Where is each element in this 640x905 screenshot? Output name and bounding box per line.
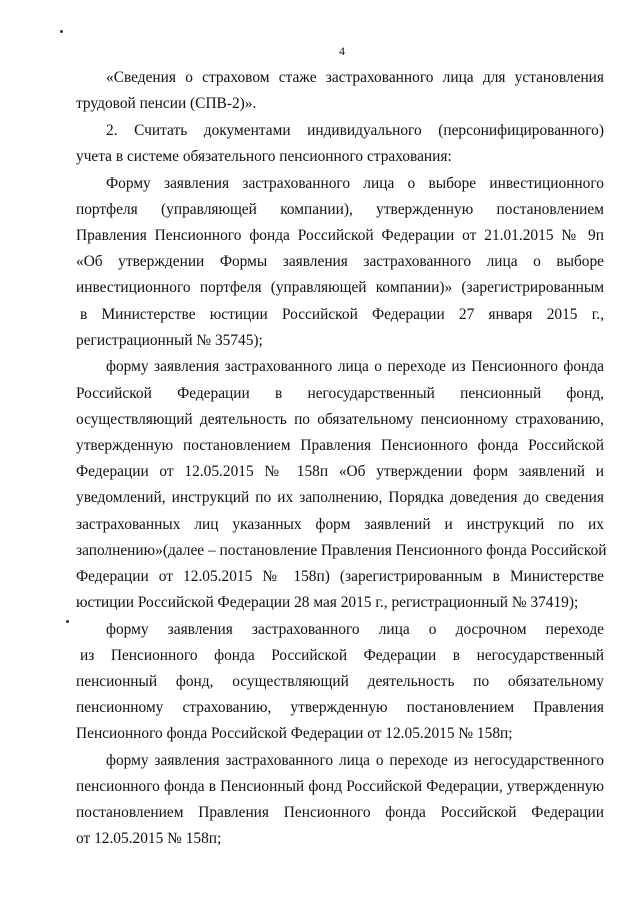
scan-speck bbox=[66, 620, 69, 623]
text-line: пенсионный фонд, осуществляющий деятельность по обязательному bbox=[76, 673, 604, 690]
text-line: в Министерстве юстиции Российской Федерации 27 января 2015 г., bbox=[80, 306, 604, 323]
text-line: Российской Федерации в негосударственный пенсионный фонд, bbox=[76, 385, 604, 402]
scan-speck bbox=[60, 30, 63, 33]
text-line: инвестиционного портфеля (управляющей компании)» (зарегистрированным bbox=[76, 279, 604, 296]
text-line: утвержденную постановлением Правления Пенсионного фонда Российской bbox=[76, 437, 604, 454]
text-line: из Пенсионного фонда Российской Федерации в негосударственный bbox=[80, 647, 604, 664]
page-number: 4 bbox=[339, 44, 345, 58]
text-line: форму заявления застрахованного лица о переходе из негосударственного bbox=[106, 752, 604, 769]
text-line: пенсионному страхованию, утвержденную постановлением Правления bbox=[76, 699, 604, 716]
text-line: «Сведения о страховом стаже застрахованного лица для установления bbox=[106, 69, 604, 86]
text-line: Правления Пенсионного фонда Российской Федерации от 21.01.2015 № 9п bbox=[76, 227, 604, 244]
text-line: Форму заявления застрахованного лица о выборе инвестиционного bbox=[106, 175, 604, 192]
text-line: пенсионного фонда в Пенсионный фонд Российской Федерации, утвержденную bbox=[76, 778, 604, 795]
text-line: портфеля (управляющей компании), утвержденную постановлением bbox=[76, 201, 604, 218]
text-line: Федерации от 12.05.2015 № 158п «Об утверждении форм заявлений и bbox=[76, 463, 604, 480]
text-line: трудовой пенсии (СПВ-2)». bbox=[76, 95, 257, 112]
text-line: заполнению»(далее – постановление Правления Пенсионного фонда Российской bbox=[76, 542, 607, 559]
text-line: юстиции Российской Федерации 28 мая 2015 г., регистрационный № 37419); bbox=[76, 594, 579, 611]
text-line: 2. Считать документами индивидуального (персонифицированного) bbox=[106, 122, 604, 139]
text-line: застрахованных лиц указанных форм заявлений и инструкций по их bbox=[76, 516, 604, 533]
text-line: форму заявления застрахованного лица о переходе из Пенсионного фонда bbox=[106, 358, 604, 375]
text-line: от 12.05.2015 № 158п; bbox=[76, 830, 222, 847]
text-line: регистрационный № 35745); bbox=[76, 332, 263, 349]
text-line: форму заявления застрахованного лица о досрочном переходе bbox=[106, 621, 604, 638]
text-line: уведомлений, инструкций по их заполнению, Порядка доведения до сведения bbox=[76, 489, 604, 506]
text-line: Федерации от 12.05.2015 № 158п) (зарегистрированным в Министерстве bbox=[76, 568, 604, 585]
text-line: учета в системе обязательного пенсионного страхования: bbox=[76, 148, 452, 165]
text-line: постановлением Правления Пенсионного фонда Российской Федерации bbox=[76, 804, 604, 821]
text-line: Пенсионного фонда Российской Федерации от 12.05.2015 № 158п; bbox=[76, 725, 513, 742]
text-line: осуществляющий деятельность по обязательному пенсионному страхованию, bbox=[76, 411, 604, 428]
text-line: «Об утверждении Формы заявления застрахованного лица о выборе bbox=[76, 253, 604, 270]
